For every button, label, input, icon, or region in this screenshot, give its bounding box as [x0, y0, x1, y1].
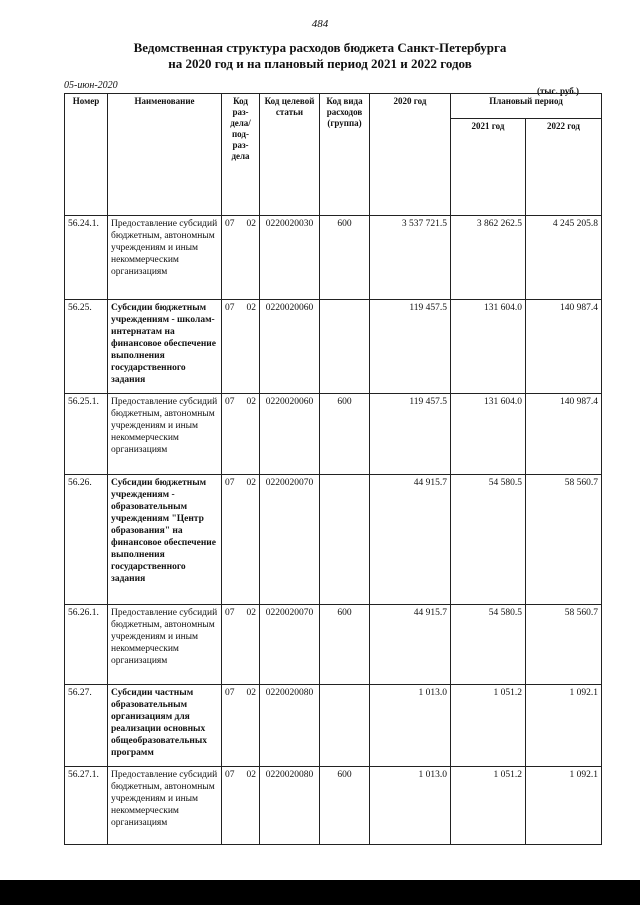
header-2021: 2021 год: [451, 119, 526, 216]
table-body: [65, 216, 602, 845]
row-name: Предоставление субсидий бюджетным, автономным учреждениям и иным некоммерческим организациям: [108, 767, 222, 845]
row-section-code: [222, 475, 260, 605]
row-podrazdel: 02: [246, 303, 256, 313]
row-razdel: 07: [225, 219, 235, 229]
row-section-code: [222, 394, 260, 475]
page-title: [0, 40, 640, 72]
row-podrazdel: 02: [246, 478, 256, 488]
row-razdel: 07: [225, 688, 235, 698]
header-target-code: Код целевой статьи: [260, 94, 320, 216]
row-value-2020: 1 013.0: [370, 767, 451, 845]
header-planned-period: Плановый период: [451, 94, 602, 119]
row-value-2020: 3 537 721.5: [370, 216, 451, 300]
units-label: (тыс. руб.): [537, 86, 579, 96]
row-target-code: 0220020080: [260, 685, 320, 767]
row-number: 56.24.1.: [65, 216, 108, 300]
row-target-code: 0220020080: [260, 767, 320, 845]
row-value-2021: 1 051.2: [451, 767, 526, 845]
table-row: [65, 394, 602, 475]
row-podrazdel: 02: [246, 219, 256, 229]
row-value-2022: 140 987.4: [526, 300, 602, 394]
row-number: 56.26.1.: [65, 605, 108, 685]
row-expense-type: 600: [320, 216, 370, 300]
row-section-code: [222, 685, 260, 767]
row-value-2021: 1 051.2: [451, 685, 526, 767]
row-number: 56.27.1.: [65, 767, 108, 845]
row-value-2021: 131 604.0: [451, 394, 526, 475]
row-section-code: [222, 216, 260, 300]
header-number: Номер: [65, 94, 108, 216]
row-target-code: 0220020060: [260, 394, 320, 475]
row-name: Субсидии бюджетным учреждениям - школам-интернатам на финансовое обеспечение выполнения государственного задания: [108, 300, 222, 394]
row-podrazdel: 02: [246, 688, 256, 698]
row-section-code: [222, 300, 260, 394]
row-value-2022: 1 092.1: [526, 685, 602, 767]
row-value-2021: 131 604.0: [451, 300, 526, 394]
row-value-2020: 1 013.0: [370, 685, 451, 767]
header-section-code: Код раз-дела/ под-раз-дела: [222, 94, 260, 216]
row-value-2021: 3 862 262.5: [451, 216, 526, 300]
row-expense-type: 600: [320, 605, 370, 685]
table-row: [65, 767, 602, 845]
row-value-2022: 4 245 205.8: [526, 216, 602, 300]
row-razdel: 07: [225, 397, 235, 407]
row-value-2022: 58 560.7: [526, 475, 602, 605]
header-2020: 2020 год: [370, 94, 451, 216]
row-name: Субсидии бюджетным учреждениям - образовательным учреждениям "Центр образования" на финансовое обеспечение выполнения государственного задания: [108, 475, 222, 605]
row-section-code: [222, 605, 260, 685]
row-value-2020: 119 457.5: [370, 394, 451, 475]
row-value-2021: 54 580.5: [451, 475, 526, 605]
scan-edge-bar: [0, 880, 640, 905]
row-value-2020: 44 915.7: [370, 475, 451, 605]
row-value-2021: 54 580.5: [451, 605, 526, 685]
row-number: 56.26.: [65, 475, 108, 605]
table-row: [65, 300, 602, 394]
title-line-1: Ведомственная структура расходов бюджета Санкт-Петербурга: [133, 40, 507, 55]
table-row: [65, 605, 602, 685]
header-expense-type: Код вида расходов (группа): [320, 94, 370, 216]
title-line-2: на 2020 год и на плановый период 2021 и 2022 годов: [168, 56, 472, 71]
row-expense-type: [320, 300, 370, 394]
row-razdel: 07: [225, 478, 235, 488]
row-number: 56.25.: [65, 300, 108, 394]
table-row: [65, 685, 602, 767]
row-target-code: 0220020060: [260, 300, 320, 394]
table-row: [65, 216, 602, 300]
row-expense-type: [320, 475, 370, 605]
row-razdel: 07: [225, 608, 235, 618]
row-expense-type: 600: [320, 394, 370, 475]
header-name: Наименование: [108, 94, 222, 216]
row-name: Предоставление субсидий бюджетным, автономным учреждениям и иным некоммерческим организациям: [108, 216, 222, 300]
row-value-2020: 44 915.7: [370, 605, 451, 685]
row-name: Предоставление субсидий бюджетным, автономным учреждениям и иным некоммерческим организациям: [108, 605, 222, 685]
table-row: [65, 475, 602, 605]
row-expense-type: 600: [320, 767, 370, 845]
row-target-code: 0220020030: [260, 216, 320, 300]
document-date: 05-июн-2020: [64, 80, 118, 91]
page-number: 484: [311, 18, 329, 30]
row-value-2020: 119 457.5: [370, 300, 451, 394]
row-target-code: 0220020070: [260, 475, 320, 605]
row-value-2022: 58 560.7: [526, 605, 602, 685]
row-name: Предоставление субсидий бюджетным, автономным учреждениям и иным некоммерческим организациям: [108, 394, 222, 475]
row-value-2022: 140 987.4: [526, 394, 602, 475]
row-number: 56.27.: [65, 685, 108, 767]
row-name: Субсидии частным образовательным организациям для реализации основных общеобразовательных программ: [108, 685, 222, 767]
header-2022: 2022 год: [526, 119, 602, 216]
budget-table: [64, 93, 602, 845]
row-razdel: 07: [225, 770, 235, 780]
row-target-code: 0220020070: [260, 605, 320, 685]
row-razdel: 07: [225, 303, 235, 313]
row-section-code: [222, 767, 260, 845]
row-podrazdel: 02: [246, 770, 256, 780]
row-number: 56.25.1.: [65, 394, 108, 475]
row-podrazdel: 02: [246, 397, 256, 407]
row-value-2022: 1 092.1: [526, 767, 602, 845]
row-expense-type: [320, 685, 370, 767]
row-podrazdel: 02: [246, 608, 256, 618]
